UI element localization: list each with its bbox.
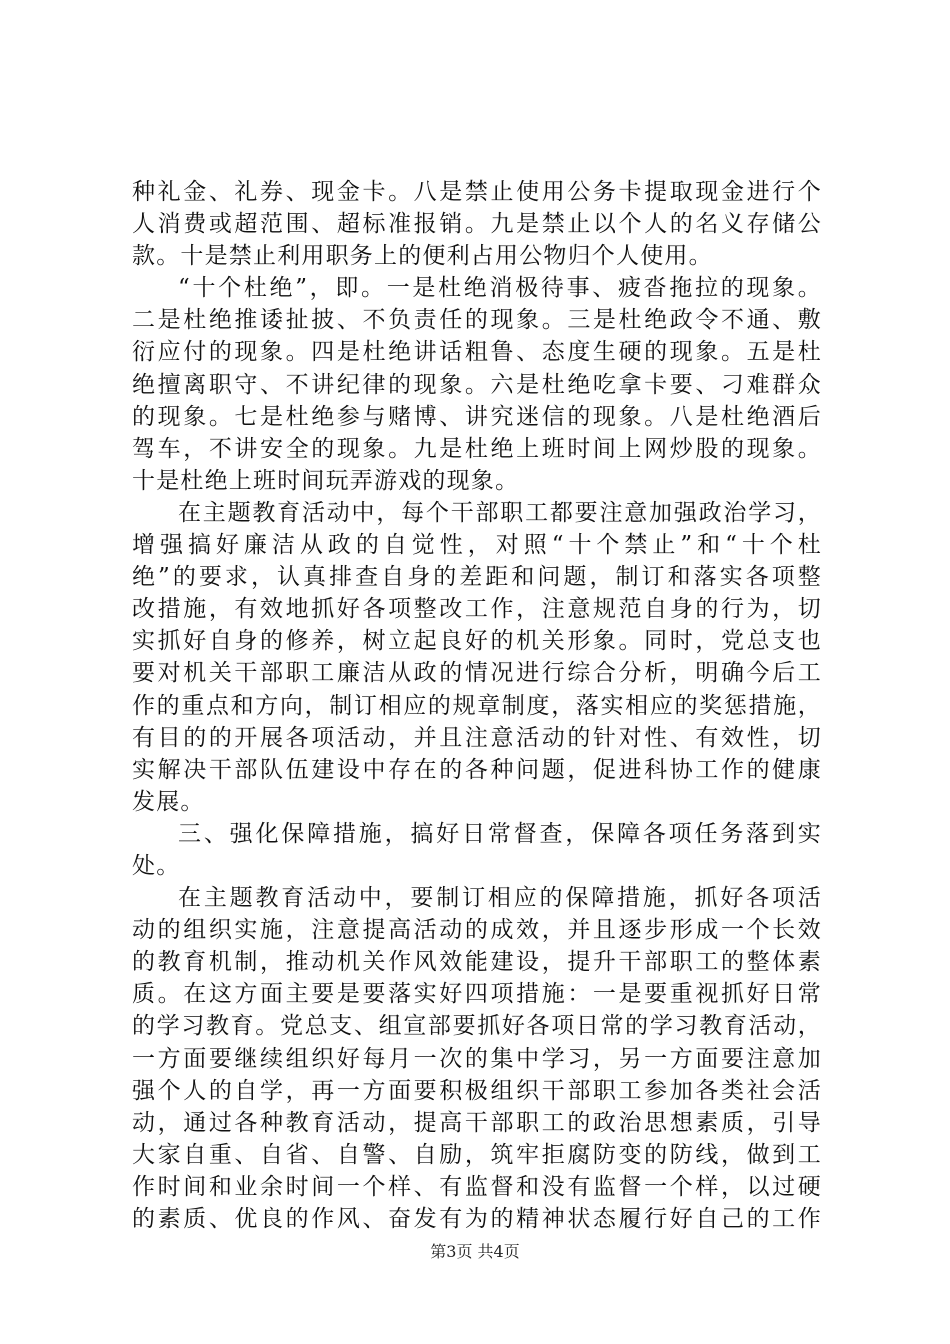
text-line: 绝擅离职守、不讲纪律的现象。六是杜绝吃拿卡要、刁难群众 [132,371,822,398]
text-line: 处。 [132,852,181,879]
text-line: 的现象。七是杜绝参与赌博、讲究迷信的现象。八是杜绝酒后 [132,403,822,430]
text-line: 改措施，有效地抓好各项整改工作，注意规范自身的行为，切 [132,596,822,623]
text-line: 的学习教育。党总支、组宣部要抓好各项日常的学习教育活动， [132,1013,822,1040]
text-line: 三、强化保障措施，搞好日常督查，保障各项任务落到实 [178,820,822,847]
text-line: 实解决干部队伍建设中存在的各种问题，促进科协工作的健康 [132,756,822,783]
text-line: 在主题教育活动中，要制订相应的保障措施，抓好各项活 [178,885,822,912]
document-body [132,176,822,1235]
page-number-footer: 第3页 共4页 [430,1242,520,1261]
text-line: 一方面要继续组织好每月一次的集中学习，另一方面要注意加 [132,1045,822,1072]
text-line: 大家自重、自省、自警、自励，筑牢拒腐防变的防线，做到工 [132,1141,822,1168]
text-line: 的教育机制，推动机关作风效能建设，提升干部职工的整体素 [132,949,822,976]
text-line: 发展。 [132,788,205,815]
text-line: 作的重点和方向，制订相应的规章制度，落实相应的奖惩措施， [132,692,822,719]
text-line: 有目的的开展各项活动，并且注意活动的针对性、有效性，切 [132,724,822,751]
text-line: 动的组织实施，注意提高活动的成效，并且逐步形成一个长效 [132,917,822,944]
text-line: 驾车，不讲安全的现象。九是杜绝上班时间上网炒股的现象。 [132,435,822,462]
text-line: 款。十是禁止利用职务上的便利占用公物归个人使用。 [132,243,713,270]
text-line: 十是杜绝上班时间玩弄游戏的现象。 [132,467,520,494]
text-line: 人消费或超范围、超标准报销。九是禁止以个人的名义存储公 [132,211,822,238]
text-line: 要对机关干部职工廉洁从政的情况进行综合分析，明确今后工 [132,660,822,687]
text-line: 在主题教育活动中，每个干部职工都要注意加强政治学习， [178,499,822,526]
text-line: 作时间和业余时间一个样、有监督和没有监督一个样，以过硬 [132,1173,822,1200]
text-line: 实抓好自身的修养，树立起良好的机关形象。同时，党总支也 [132,628,822,655]
text-line: “十个杜绝”，即。一是杜绝消极待事、疲沓拖拉的现象。 [178,275,822,302]
text-line: 强个人的自学，再一方面要积极组织干部职工参加各类社会活 [132,1077,822,1104]
text-line: 增强搞好廉洁从政的自觉性，对照“十个禁止”和“十个杜 [132,532,822,559]
text-line: 种礼金、礼券、现金卡。八是禁止使用公务卡提取现金进行个 [132,179,822,205]
text-line: 绝”的要求，认真排查自身的差距和问题，制订和落实各项整 [132,564,822,591]
text-line: 衍应付的现象。四是杜绝讲话粗鲁、态度生硬的现象。五是杜 [132,339,822,366]
text-line: 动，通过各种教育活动，提高干部职工的政治思想素质，引导 [132,1109,822,1136]
text-line: 的素质、优良的作风、奋发有为的精神状态履行好自己的工作 [132,1206,822,1232]
text-line: 二是杜绝推诿扯披、不负责任的现象。三是杜绝政令不通、敷 [132,307,822,334]
text-line: 质。在这方面主要是要落实好四项措施：一是要重视抓好日常 [132,981,822,1008]
